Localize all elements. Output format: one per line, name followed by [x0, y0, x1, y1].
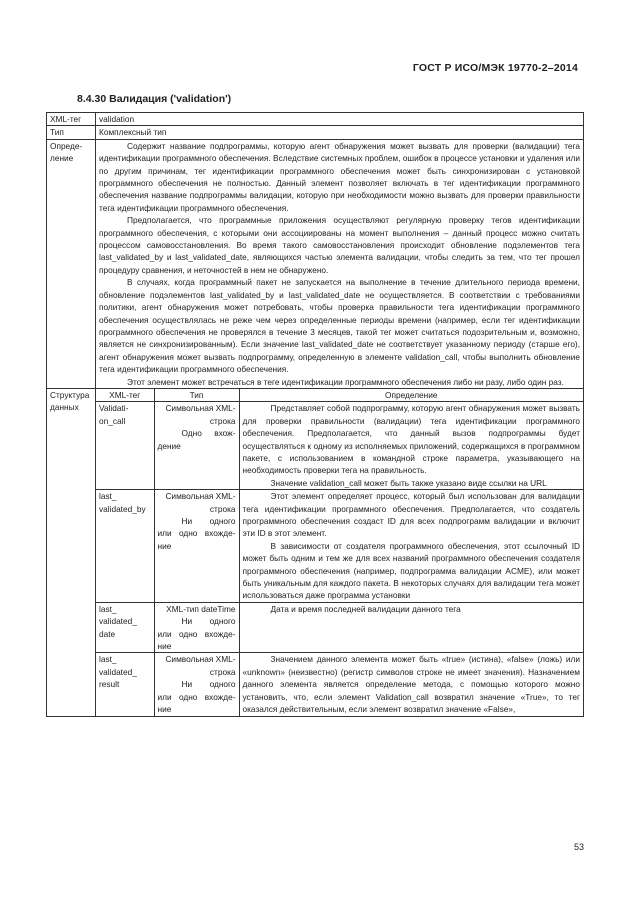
- item-definition: [239, 602, 583, 653]
- item-type-main: Символьная XML-строка: [165, 654, 236, 677]
- item-type: [154, 602, 239, 653]
- row-definition: [47, 139, 584, 388]
- item-definition-paragraph: Дата и время последней валидации данного тега: [270, 603, 461, 614]
- item-definition-paragraph: Значением данного элемента может быть «true» (истина), «false» (ложь) или «unknown» (неизвестно) (регистр символов строке не имеет значения). Назначением данного элемента является определение метода, с помощью которого можно установить, что, если элемент Validation_call возвратил значение «True», то тег оказался действительным, если элемент возвратил значение «False»,: [242, 654, 580, 715]
- label-type: Тип: [47, 126, 96, 139]
- structure-row-last-validated-result: [96, 653, 583, 716]
- definition-paragraph: В случаях, когда программный пакет не запускается на выполнение в течение длительного периода времени, обновление подэлементов last_validated_by и last_validated_date не осуществляется. В соответствии с требованиями политики, агент обнаружения может потребовать, чтобы проверка правильности тега идентификации программного обеспечения осуществлялась не реже чем через определенные периоды времени (например, если тег идентификации программного обеспечения не проверялся в течение 3 месяцев, такой тег может считаться подозрительным и, возможно, является не синхронизированным). Если значение last_validated_date не соответствует указанному периоду (старше его), агент обнаружения может вызвать подпрограмму, определенную в элементе validation_call, чтобы выполнить обновление тега идентификации программного обеспечения.: [99, 277, 580, 375]
- item-definition-paragraph: Этот элемент определяет процесс, который был использован для валидации тега идентификации программного обеспечения. Предполагается, что создатель программного обеспечения создаст ID для всех подпрограмм валидации и включит эти ID в этот элемент.: [242, 491, 580, 539]
- item-definition: [239, 490, 583, 603]
- value-xml-tag: validation: [96, 113, 584, 126]
- label-xml-tag: XML-тег: [47, 113, 96, 126]
- value-type: Комплексный тип: [96, 126, 584, 139]
- definition-paragraph: Этот элемент может встречаться в теге идентификации программного обеспечения либо ни разу, либо один раз.: [127, 376, 564, 387]
- item-definition-paragraph: Представляет собой подпрограмму, которую агент обнаружения может вызвать для проверки правильности (валидации) тега идентификации программного обеспечения. Предполагается, что данный вызов подпрограммы будет осуществляться к одному из исполняемых приложений, содержащихся в программном пакете, с использованием в командной строке параметра, указывающего на необходимость проверки тега на правильность.: [242, 403, 580, 476]
- label-definition: Опреде-ление: [47, 139, 96, 388]
- item-type-occurrence: Ни одного или одно вхожде-ние: [157, 679, 236, 715]
- item-type: [154, 653, 239, 716]
- structure-row-last-validated-date: [96, 602, 583, 653]
- header-xml-tag: XML-тег: [96, 389, 154, 402]
- item-type-occurrence: Ни одного или одно вхожде-ние: [157, 616, 236, 652]
- item-tag: last_ validated_ result: [96, 653, 154, 716]
- item-tag: last_ validated_ date: [96, 602, 154, 653]
- definition-paragraph: Предполагается, что программные приложения осуществляют регулярную проверку тегов идентификации программного обеспечения, с которыми они ассоциированы на момент выполнения – данный процесс можно считать процессом самовосстановления. Во время такого самовосстановления происходит обновление подэлементов тега last_validated_by и last_validated_date, являющихся частью элемента валидации, чтобы следить за тем, что тег прошел процедуру сравнения, и неточностей в нем не обнаружено.: [99, 215, 580, 275]
- spec-table: [46, 112, 584, 717]
- header-definition: Определение: [239, 389, 583, 402]
- structure-row-last-validated-by: [96, 490, 583, 603]
- structure-row-validation-call: [96, 402, 583, 490]
- item-type-main: XML-тип dateTime: [166, 603, 236, 614]
- header-type: Тип: [154, 389, 239, 402]
- section-title: 8.4.30 Валидация ('validation'): [77, 93, 232, 105]
- item-definition: [239, 402, 583, 490]
- item-type-occurrence: Ни одного или одно вхожде-ние: [157, 516, 236, 551]
- structure-cell: [96, 388, 584, 716]
- item-type-occurrence: Одно вхож-дение: [157, 428, 236, 451]
- page-number: 53: [573, 842, 584, 852]
- item-definition: [239, 653, 583, 716]
- document-id: ГОСТ Р ИСО/МЭК 19770-2–2014: [412, 62, 578, 74]
- row-xml-tag: [47, 113, 584, 126]
- item-definition-paragraph: Значение validation_call может быть также указано виде ссылки на URL: [270, 477, 547, 488]
- row-type: [47, 126, 584, 139]
- row-structure: [47, 388, 584, 716]
- item-tag: Validati-on_call: [96, 402, 154, 490]
- label-structure: Структура данных: [47, 388, 96, 716]
- item-type: [154, 490, 239, 603]
- item-definition-paragraph: В зависимости от создателя программного обеспечения, этот ссылочный ID может быть одним и тем же для всех названий программного обеспечения создателя программного обеспечения (например, подпрограмма валидации ACME), или может быть уникальным для каждого пакета. В некоторых случаях для валидации тега может использоваться даже программа установки: [242, 540, 580, 601]
- item-type-main: Символьная XML-строка: [165, 403, 236, 426]
- definition-text: [96, 139, 584, 388]
- item-type: [154, 402, 239, 490]
- structure-table: [96, 389, 583, 716]
- definition-paragraph: Содержит название подпрограммы, которую агент обнаружения может вызвать для проверки (валидации) тега идентификации программного обеспечения. Вследствие системных проблем, ошибок в процессе установки и удаления или по другим причинам, тег идентификации программного обеспечения может быть синхронизирован с установкой программного обеспечения не полностью. Данный элемент позволяет включать в тег идентификации программного обеспечения название подпрограммы валидации, которую при необходимости можно вызвать для проверки правильности тега идентификации программного обеспечения.: [99, 140, 580, 213]
- item-tag: last_ validated_by: [96, 490, 154, 603]
- item-type-main: Символьная XML-строка: [165, 491, 236, 514]
- structure-header-row: [96, 389, 583, 402]
